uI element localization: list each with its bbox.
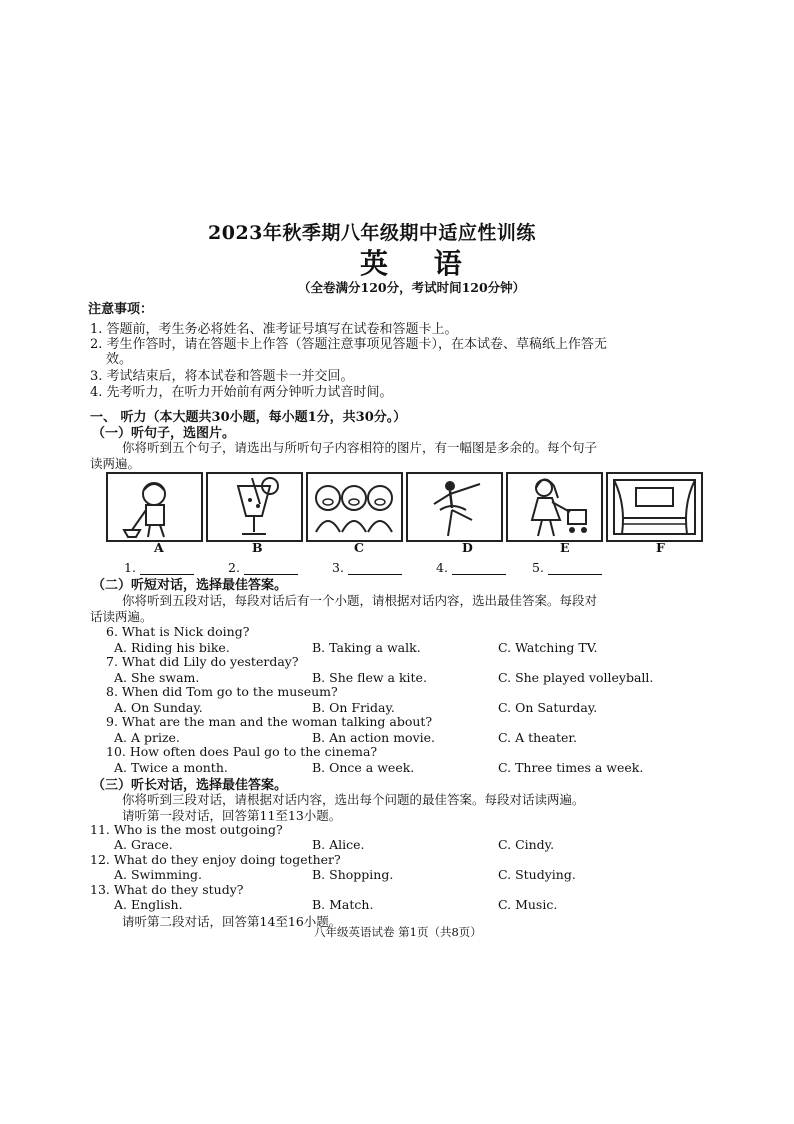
option-c[interactable]: C. Studying. — [498, 867, 576, 882]
option-b[interactable]: B. Match. — [312, 897, 374, 912]
option-b[interactable]: B. Shopping. — [312, 867, 394, 882]
question: 9. What are the man and the woman talking about? — [106, 714, 433, 729]
shopping-girl-icon — [506, 472, 603, 542]
three-pigs-icon — [306, 472, 403, 542]
option-b[interactable]: B. On Friday. — [312, 700, 395, 715]
question: 10. How often does Paul go to the cinema? — [106, 744, 378, 759]
option-c[interactable]: C. Watching TV. — [498, 640, 598, 655]
dialog-note: 请听第一段对话，回答第11至13小题。 — [122, 808, 342, 823]
picture-label: A — [154, 540, 164, 555]
notice-heading: 注意事项： — [88, 302, 154, 317]
option-b[interactable]: B. An action movie. — [312, 730, 436, 745]
part3-heading: （三）听长对话，选择最佳答案。 — [92, 778, 288, 793]
notice-item: 1. 答题前，考生务必将姓名、准考证号填写在试卷和答题卡上。 — [90, 322, 458, 337]
option-a[interactable]: A. A prize. — [114, 730, 180, 745]
question: 7. What did Lily do yesterday? — [106, 654, 299, 669]
option-b[interactable]: B. She flew a kite. — [312, 670, 427, 685]
part3-instruction: 你将听到三段对话，请根据对话内容，选出每个问题的最佳答案。每段对话读两遍。 — [122, 792, 585, 807]
part2-instruction: 话读两遍。 — [90, 609, 153, 624]
answer-blank-5[interactable]: 5. — [532, 560, 602, 575]
option-b[interactable]: B. Taking a walk. — [312, 640, 421, 655]
option-c[interactable]: C. Three times a week. — [498, 760, 644, 775]
option-a[interactable]: A. She swam. — [114, 670, 200, 685]
option-c[interactable]: C. On Saturday. — [498, 700, 598, 715]
notice-item: 3. 考试结束后，将本试卷和答题卡一并交回。 — [90, 369, 354, 384]
score-line: （全卷满分120分，考试时间120分钟） — [298, 280, 526, 295]
option-a[interactable]: A. Riding his bike. — [114, 640, 230, 655]
boy-sweeping-icon — [106, 472, 203, 542]
question: 12. What do they enjoy doing together? — [90, 852, 341, 867]
notice-item: 2. 考生作答时，请在答题卡上作答（答题注意事项见答题卡），在本试卷、草稿纸上作答无 — [90, 337, 608, 352]
option-a[interactable]: A. On Sunday. — [114, 700, 203, 715]
option-c[interactable]: C. Music. — [498, 897, 558, 912]
section-heading: 一、 听力（本大题共30小题，每小题1分，共30分。） — [90, 410, 407, 425]
answer-blank-1[interactable]: 1. — [124, 560, 194, 575]
picture-label: D — [462, 540, 473, 555]
picture-row — [106, 472, 704, 544]
part1-heading: （一）听句子，选图片。 — [92, 426, 236, 441]
picture-label: C — [354, 540, 364, 555]
picture-label: B — [252, 540, 263, 555]
option-c[interactable]: C. Cindy. — [498, 837, 555, 852]
option-a[interactable]: A. Grace. — [114, 837, 173, 852]
option-b[interactable]: B. Alice. — [312, 837, 365, 852]
theater-stage-icon — [606, 472, 703, 542]
answer-blank-4[interactable]: 4. — [436, 560, 506, 575]
subject-title: 英 语 — [360, 247, 480, 280]
picture-label: F — [656, 540, 665, 555]
option-a[interactable]: A. Twice a month. — [114, 760, 228, 775]
answer-blank-3[interactable]: 3. — [332, 560, 402, 575]
notice-item: 4. 先考听力，在听力开始前有两分钟听力试音时间。 — [90, 385, 393, 400]
part2-instruction: 你将听到五段对话，每段对话后有一个小题，请根据对话内容，选出最佳答案。每段对 — [122, 593, 598, 608]
dialog-note: 请听第二段对话，回答第14至16小题。 — [122, 914, 342, 929]
option-a[interactable]: A. Swimming. — [114, 867, 202, 882]
part2-heading: （二）听短对话，选择最佳答案。 — [92, 578, 288, 593]
option-c[interactable]: C. She played volleyball. — [498, 670, 654, 685]
question: 13. What do they study? — [90, 882, 244, 897]
option-a[interactable]: A. English. — [114, 897, 183, 912]
option-b[interactable]: B. Once a week. — [312, 760, 415, 775]
picture-label: E — [560, 540, 570, 555]
question: 11. Who is the most outgoing? — [90, 822, 283, 837]
part1-instruction: 你将听到五个句子，请选出与所听句子内容相符的图片，有一幅图是多余的。每个句子 — [122, 440, 598, 455]
question: 8. When did Tom go to the museum? — [106, 684, 338, 699]
ballet-dancer-icon — [406, 472, 503, 542]
exam-title: 2023年秋季期八年级期中适应性训练 — [208, 222, 536, 244]
juice-drink-icon — [206, 472, 303, 542]
answer-blank-2[interactable]: 2. — [228, 560, 298, 575]
option-c[interactable]: C. A theater. — [498, 730, 577, 745]
page-footer: 八年级英语试卷 第1页（共8页） — [314, 925, 482, 939]
question: 6. What is Nick doing? — [106, 624, 250, 639]
part1-instruction: 读两遍。 — [90, 456, 141, 471]
notice-item: 效。 — [106, 352, 133, 367]
